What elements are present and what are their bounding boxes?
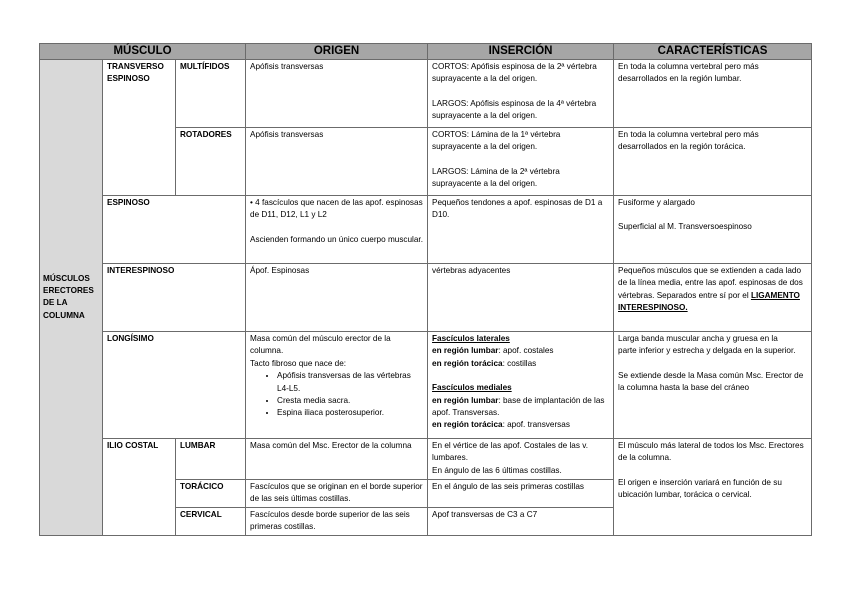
med-lumbar-label: en región lumbar xyxy=(432,395,499,405)
iliocostal-caract-2: El origen e inserción variará en función de su ubicación lumbar, torácica o cervical. xyxy=(618,477,782,500)
rotadores-name: ROTADORES xyxy=(176,128,246,196)
header-row xyxy=(40,44,812,60)
longisimo-caracteristicas xyxy=(614,332,812,439)
interespinoso-caracteristicas xyxy=(614,264,812,332)
longisimo-origen-list xyxy=(250,370,424,420)
interespinoso-caract-text: Pequeños músculos que se extienden a cada lado de la línea media, entre las apof. espinosas de dos vértebras. Separados entre sí por el xyxy=(618,266,803,300)
med-toracica-label: en región torácica xyxy=(432,420,503,430)
iliocostal-name: ILIO COSTAL xyxy=(103,439,176,536)
iliocostal-caract-1: El músculo más lateral de todos los Msc. Erectores de la columna. xyxy=(618,441,804,463)
rotadores-insercion xyxy=(428,128,614,196)
lat-toracica-text: : costillas xyxy=(502,358,537,368)
med-toracica-text: : apof. transversas xyxy=(502,420,570,430)
rotadores-caracteristicas: En toda la columna vertebral pero más desarrollados en la región torácica. xyxy=(614,128,812,196)
interespinoso-insercion: vértebras adyacentes xyxy=(428,264,614,332)
interespinoso-origen: Ápof. Espinosas xyxy=(246,264,428,332)
lumbar-insercion-1: En el vértice de las apof. Costales de las v. lumbares. xyxy=(432,441,588,463)
cervical-name: CERVICAL xyxy=(176,508,246,536)
iliocostal-caracteristicas xyxy=(614,439,812,536)
list-item: • Apófisis transversas de las vértebras L4-L5. xyxy=(277,370,424,395)
espinoso-origen-2: Ascienden formando un único cuerpo muscular. xyxy=(250,234,423,244)
fasciculos-mediales-title: Fascículos mediales xyxy=(432,383,512,393)
header-musculo: MÚSCULO xyxy=(40,44,246,60)
rotadores-insercion-cortos: CORTOS: Lámina de la 1ª vértebra suprayacente a la del origen. xyxy=(432,130,561,152)
longisimo-origen xyxy=(246,332,428,439)
cervical-insercion: Apof transversas de C3 a C7 xyxy=(428,508,614,536)
longisimo-origen-1: Masa común del músculo erector de la columna. xyxy=(250,334,391,356)
lumbar-origen: Masa común del Msc. Erector de la columna xyxy=(246,439,428,480)
lat-lumbar-label: en región lumbar xyxy=(432,346,499,356)
longisimo-caract-1: Larga banda muscular ancha y gruesa en la xyxy=(618,334,778,343)
multifidos-insercion-cortos: CORTOS: Apófisis espinosa de la 2ª vértebra suprayacente a la del origen. xyxy=(432,62,597,84)
row-espinoso xyxy=(40,196,812,264)
longisimo-insercion xyxy=(428,332,614,439)
cervical-origen: Fascículos desde borde superior de las seis primeras costillas. xyxy=(246,508,428,536)
lumbar-insercion-2: En ángulo de las 6 últimas costillas. xyxy=(432,465,562,475)
row-iliocostal-lumbar xyxy=(40,439,812,480)
lumbar-name: LUMBAR xyxy=(176,439,246,480)
toracico-name: TORÁCICO xyxy=(176,480,246,508)
multifidos-name: MULTÍFIDOS xyxy=(176,60,246,128)
espinoso-origen-1: • 4 fascículos que nacen de las apof. espinosas de D11, D12, L1 y L2 xyxy=(250,198,423,220)
longisimo-name: LONGÍSIMO xyxy=(103,332,246,439)
rotadores-origen: Apófisis transversas xyxy=(246,128,428,196)
header-origen: ORIGEN xyxy=(246,44,428,60)
transverso-name: TRANSVERSO ESPINOSO xyxy=(103,60,176,196)
longisimo-caract-3: Se extiende desde la Masa común Msc. Erector de la columna hasta la base del cráneo xyxy=(618,370,804,393)
lumbar-insercion xyxy=(428,439,614,480)
multifidos-insercion-largos: LARGOS: Apófisis espinosa de la 4ª vértebra suprayacente a la del origen. xyxy=(432,98,597,121)
espinoso-caract-2: Superficial al M. Transversoespinoso xyxy=(618,222,752,232)
rotadores-insercion-largos: LARGOS: Lámina de la 2ª vértebra suprayacente a la del origen. xyxy=(432,166,560,189)
row-interespinoso xyxy=(40,264,812,332)
interespinoso-name: INTERESPINOSO xyxy=(103,264,246,332)
muscle-table xyxy=(39,43,812,536)
espinoso-insercion: Pequeños tendones a apof. espinosas de D1 a D10. xyxy=(428,196,614,264)
toracico-origen: Fascículos que se originan en el borde superior de las seis últimas costillas. xyxy=(246,480,428,508)
ligamento-interespinoso: LIGAMENTO INTERESPINOSO. xyxy=(618,290,800,313)
longisimo-caract-2: parte inferior y estrecha y delgada en la superior. xyxy=(618,346,796,356)
longisimo-origen-2: Tacto fibroso que nace de: xyxy=(250,358,347,368)
multifidos-origen: Apófisis transversas xyxy=(246,60,428,128)
espinoso-caracteristicas xyxy=(614,196,812,264)
espinoso-caract-1: Fusiforme y alargado xyxy=(618,198,695,207)
row-longisimo xyxy=(40,332,812,439)
lat-toracica-label: en región torácica xyxy=(432,358,503,368)
multifidos-caracteristicas: En toda la columna vertebral pero más desarrollados en la región lumbar. xyxy=(614,60,812,128)
lat-lumbar-text: : apof. costales xyxy=(498,346,554,356)
multifidos-insercion xyxy=(428,60,614,128)
med-lumbar-text: : base de implantación de las apof. Transversas. xyxy=(432,395,605,418)
row-multifidos xyxy=(40,60,812,128)
header-insercion: INSERCIÓN xyxy=(428,44,614,60)
espinoso-name: ESPINOSO xyxy=(103,196,246,264)
fasciculos-laterales-title: Fascículos laterales xyxy=(432,334,510,343)
list-item: • Cresta media sacra. xyxy=(277,395,424,407)
list-item: • Espina iliaca posterosuperior. xyxy=(277,407,424,419)
espinoso-origen xyxy=(246,196,428,264)
header-caracteristicas: CARACTERÍSTICAS xyxy=(614,44,812,60)
group-label: MÚSCULOS ERECTORES DE LA COLUMNA xyxy=(40,60,103,536)
toracico-insercion: En el ángulo de las seis primeras costillas xyxy=(428,480,614,508)
